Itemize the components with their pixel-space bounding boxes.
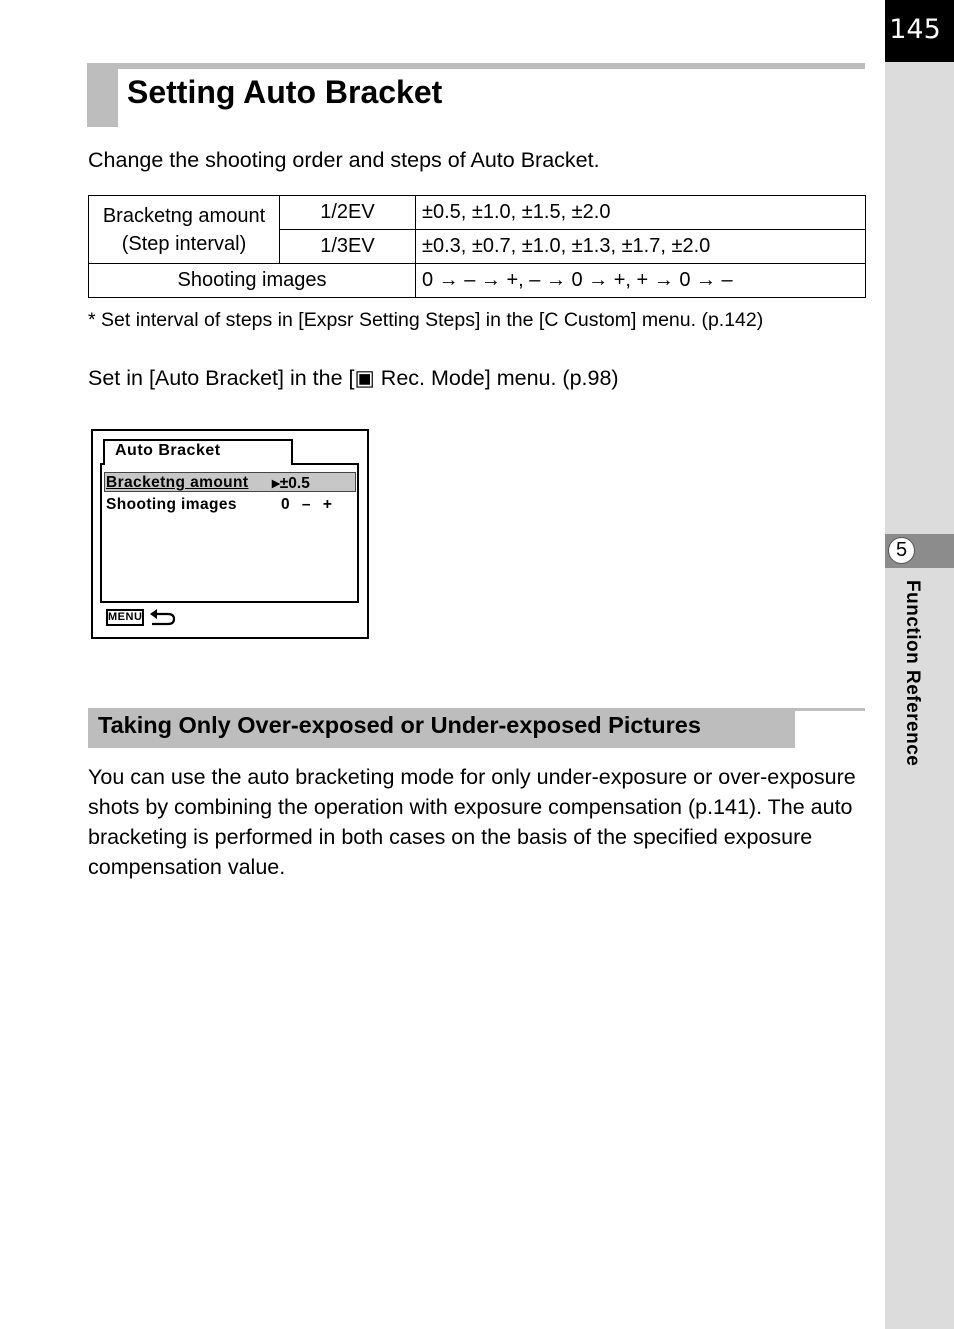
chapter-label: Function Reference <box>902 580 923 767</box>
menu-tab-label: Auto Bracket <box>115 442 221 459</box>
heading-block <box>87 63 118 127</box>
step-cell: 1/2EV <box>280 196 416 230</box>
menu-button-icon: MENU <box>106 609 144 626</box>
menu-item-label: Bracketng amount <box>106 474 249 491</box>
shooting-images-label: Shooting images <box>89 264 416 298</box>
values-cell: ±0.3, ±0.7, ±1.0, ±1.3, ±1.7, ±2.0 <box>416 230 866 264</box>
table-row <box>89 264 866 298</box>
page-number-box <box>885 0 954 62</box>
step-cell: 1/3EV <box>280 230 416 264</box>
set-in-text: Set in [Auto Bracket] in the [▣ Rec. Mode] menu. (p.98) <box>88 366 619 390</box>
bracket-amount-header: Bracketng amount (Step interval) <box>89 196 280 264</box>
table-row <box>89 196 866 230</box>
heading-rule <box>87 63 865 69</box>
page-number: 145 <box>889 14 941 45</box>
menu-item-value: ▸±0.5 <box>272 475 310 492</box>
values-cell: ±0.5, ±1.0, ±1.5, ±2.0 <box>416 196 866 230</box>
bracket-table <box>88 195 866 298</box>
footnote: * Set interval of steps in [Expsr Setting Steps] in the [C Custom] menu. (p.142) <box>88 309 764 331</box>
page-title: Setting Auto Bracket <box>127 74 443 110</box>
menu-item-value: 0 – + <box>281 496 336 513</box>
back-arrow-icon <box>148 607 176 627</box>
intro-text: Change the shooting order and steps of Auto Bracket. <box>88 148 600 172</box>
menu-item-label: Shooting images <box>106 496 237 513</box>
shooting-images-value: 0 → – → +, – → 0 → +, + → 0 → – <box>416 264 866 298</box>
body-text: You can use the auto bracketing mode for only under-exposure or over-exposure shots by combining the operation with exposure compensation (p.141). The auto bracketing is performed in both cases on the basis of the specified exposure compensation value. <box>88 765 856 879</box>
chapter-number: 5 <box>888 537 915 564</box>
subheading: Taking Only Over-exposed or Under-exposed Pictures <box>98 712 701 738</box>
